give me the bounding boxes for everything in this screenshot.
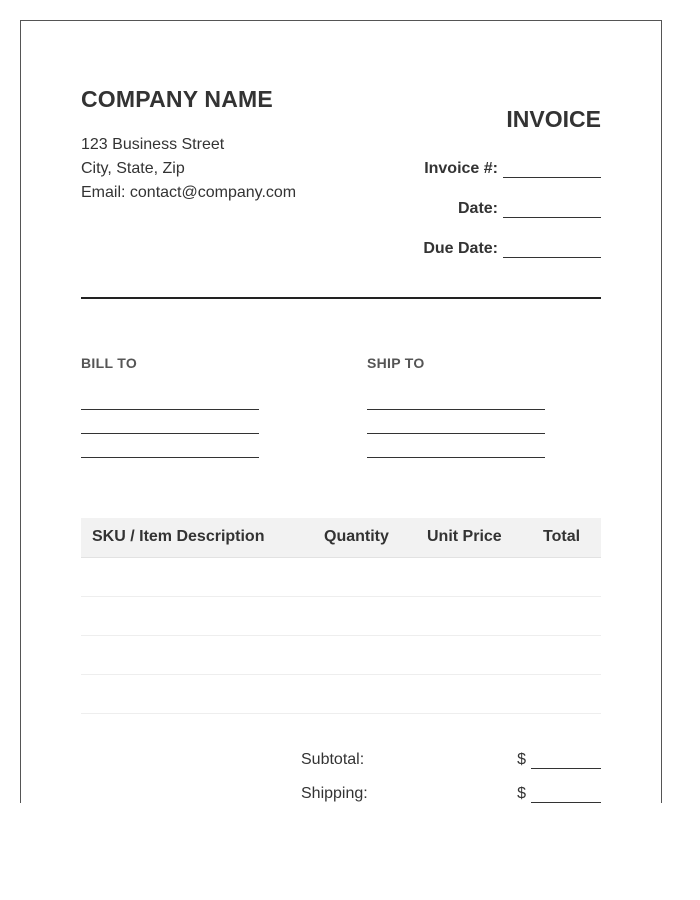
column-header-description: SKU / Item Description bbox=[92, 528, 265, 545]
ship-to-section bbox=[367, 355, 547, 371]
company-email: Email: contact@company.com bbox=[81, 184, 297, 201]
column-header-unit-price: Unit Price bbox=[427, 528, 502, 545]
invoice-date-field[interactable] bbox=[503, 202, 601, 218]
bill-to-label: BILL TO bbox=[81, 355, 138, 371]
table-row[interactable] bbox=[81, 558, 601, 597]
invoice-page bbox=[20, 20, 662, 803]
ship-to-line-3[interactable] bbox=[367, 457, 545, 458]
subtotal-field[interactable] bbox=[531, 753, 601, 769]
invoice-content bbox=[81, 21, 601, 803]
bill-to-section bbox=[81, 355, 261, 371]
ship-to-line-1[interactable] bbox=[367, 409, 545, 410]
header-divider bbox=[81, 297, 601, 299]
invoice-number-field[interactable] bbox=[503, 162, 601, 178]
column-header-total: Total bbox=[543, 528, 581, 545]
shipping-amount bbox=[517, 785, 601, 803]
company-street: 123 Business Street bbox=[81, 136, 225, 153]
due-date-label: Due Date: bbox=[423, 240, 498, 257]
invoice-title: INVOICE bbox=[506, 106, 601, 132]
invoice-number-row bbox=[424, 160, 601, 178]
items-table-header bbox=[81, 518, 601, 558]
bill-to-line-2[interactable] bbox=[81, 433, 259, 434]
subtotal-amount bbox=[517, 751, 601, 769]
ship-to-label: SHIP TO bbox=[367, 355, 425, 371]
subtotal-label: Subtotal: bbox=[301, 751, 365, 768]
due-date-field[interactable] bbox=[503, 242, 601, 258]
column-header-quantity: Quantity bbox=[324, 528, 389, 545]
table-row[interactable] bbox=[81, 675, 601, 714]
company-city: City, State, Zip bbox=[81, 160, 185, 177]
table-row[interactable] bbox=[81, 636, 601, 675]
bill-to-line-1[interactable] bbox=[81, 409, 259, 410]
table-row[interactable] bbox=[81, 597, 601, 636]
due-date-row bbox=[423, 240, 601, 258]
bill-to-line-3[interactable] bbox=[81, 457, 259, 458]
items-table bbox=[81, 518, 601, 714]
company-name: COMPANY NAME bbox=[81, 86, 273, 112]
shipping-field[interactable] bbox=[531, 787, 601, 803]
shipping-label: Shipping: bbox=[301, 785, 368, 802]
invoice-date-label: Date: bbox=[457, 200, 498, 217]
invoice-date-row bbox=[458, 200, 601, 218]
shipping-currency: $ bbox=[517, 785, 526, 802]
subtotal-currency: $ bbox=[517, 751, 526, 768]
invoice-number-label: Invoice #: bbox=[424, 160, 498, 177]
ship-to-line-2[interactable] bbox=[367, 433, 545, 434]
